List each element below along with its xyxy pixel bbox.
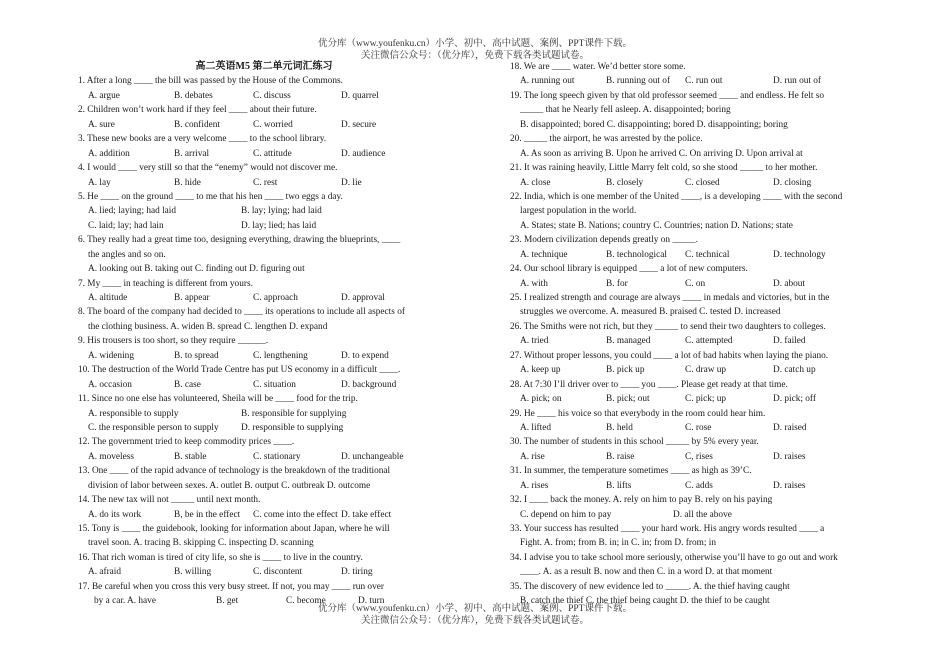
answer-option: C. on <box>685 278 706 289</box>
answer-option: B. to spread <box>174 350 219 361</box>
answer-option: C. discontent <box>253 567 303 578</box>
answer-option: A. close <box>520 177 551 188</box>
answer-options <box>78 291 450 305</box>
answer-option: B. pick; out <box>606 394 650 405</box>
answer-option: B. raise <box>606 451 635 462</box>
answer-option: B. managed <box>606 336 651 347</box>
question-text: 22. India, which is one member of the United ____, is a developing ____ with the second <box>510 191 843 202</box>
question-continuation: A. States; state B. Nations; country C. Countries; nation D. Nations; state <box>520 220 793 231</box>
question-text: 26. The Smiths were not rich, but they _____ to send their two daughters to colleges. <box>510 321 826 332</box>
answer-option: D. take effect <box>341 509 392 520</box>
answer-option: A. with <box>520 278 548 289</box>
answer-option: A. rises <box>520 480 549 491</box>
answer-option: A. afraid <box>88 567 122 578</box>
answer-option: C. come into the effect <box>253 509 338 520</box>
answer-option: by a car. A. have <box>94 596 156 607</box>
answer-option: D. catch up <box>773 365 816 376</box>
answer-options <box>510 74 872 88</box>
answer-option: A. lied; laying; had laid <box>88 206 177 217</box>
answer-options <box>78 219 450 233</box>
answer-option: A. tried <box>520 336 549 347</box>
answer-option: C. laid; lay; had lain <box>88 220 164 231</box>
page-footer <box>0 603 950 627</box>
question-continuation: Fight. A. from; from B. in; in C. in; from D. from; in <box>520 538 717 549</box>
question-continuation: division of labor between sexes. A. outlet B. output C. outbreak D. outcome <box>88 480 371 491</box>
answer-options <box>78 204 450 218</box>
question-text: 12. The government tried to keep commodity prices ____. <box>78 437 295 448</box>
answer-option: D. about <box>773 278 806 289</box>
answer-option: D. quarrel <box>341 90 379 101</box>
answer-option: D. to expend <box>341 350 389 361</box>
answer-option: C. worried <box>253 119 293 130</box>
answer-options <box>78 349 450 363</box>
answer-option: B. case <box>174 379 201 390</box>
question-continuation: B. catch the thief C. the thief being caught D. the thief to be caught <box>520 596 770 607</box>
answer-option: C. discuss <box>253 90 291 101</box>
question-text: 9. His trousers is too short, so they require ______. <box>78 336 269 347</box>
answer-option: B. pick up <box>606 365 645 376</box>
answer-option: D. raises <box>773 451 806 462</box>
question-text: 34. I advise you to take school more seriously, otherwise you’ll have to go out and work <box>510 552 838 563</box>
answer-option: A. rise <box>520 451 545 462</box>
header-line-2: 关注微信公众号：（优分库），免费下载各类试题试卷。 <box>360 51 589 61</box>
question-text: 32. I ____ back the money. A. rely on him to pay B. rely on his paying <box>510 495 773 506</box>
answer-option: B. closely <box>606 177 644 188</box>
answer-option: A. altitude <box>88 293 128 303</box>
question-text: 4. I would ____ very still so that the “enemy” would not discover me. <box>78 163 338 174</box>
answer-option: C. technical <box>685 249 730 260</box>
answer-option: C. draw up <box>685 365 727 376</box>
question-text: 3. These new books are a very welcome ____ to the school library. <box>78 134 327 145</box>
answer-option: A. pick; on <box>520 394 562 405</box>
question-text: 1. After a long ____ the bill was passed by the House of the Commons. <box>78 76 343 87</box>
footer-line-1: 优分库（www.youfenku.cn）小学、初中、高中试题、案例、PPT课件下载。 <box>318 604 632 614</box>
question-text: 31. In summer, the temperature sometimes ____ as high as 39’C. <box>510 466 752 477</box>
worksheet-title: 高二英语M5 第二单元词汇练习 <box>195 61 333 72</box>
answer-options <box>78 565 450 579</box>
answer-option: D. tiring <box>341 567 373 578</box>
answer-option: D. turn <box>358 596 385 607</box>
question-text: 11. Since no one else has volunteered, Sheila will be ____ food for the trip. <box>78 394 358 405</box>
question-continuation: largest population in the world. <box>520 206 637 217</box>
answer-option: C. situation <box>253 379 296 390</box>
answer-option: D. lay; lied; has laid <box>241 220 317 231</box>
answer-options <box>78 378 450 392</box>
answer-options <box>78 147 450 161</box>
question-continuation: A. As soon as arriving B. Upon he arrived C. On arriving D. Upon arrival at <box>520 148 803 159</box>
answer-option: C. pick; up <box>685 394 727 405</box>
question-continuation: struggles we overcome. A. measured B. praised C. tested D. increased <box>520 307 781 318</box>
answer-option: D. unchangeable <box>341 451 404 462</box>
answer-options <box>510 334 872 348</box>
question-text: 35. The discovery of new evidence led to _____. A. the thief having caught <box>510 581 790 592</box>
answer-option: D. failed <box>773 336 806 347</box>
question-text: 17. Be careful when you cross this very busy street. If not, you may ____ run over <box>78 581 384 592</box>
answer-option: D. closing <box>773 177 812 188</box>
answer-options <box>78 450 450 464</box>
answer-options <box>510 392 872 406</box>
footer-line-2: 关注微信公众号：（优分库），免费下载各类试题试卷。 <box>360 616 589 626</box>
question-text: 28. At 7:30 I’ll driver over to ____ you ____. Please get ready at that time. <box>510 379 788 390</box>
question-continuation: A. looking out B. taking out C. finding out D. figuring out <box>88 264 305 275</box>
question-text: 19. The long speech given by that old professor seemed ____ and endless. He felt so <box>510 90 825 101</box>
answer-option: B. willing <box>174 567 212 578</box>
answer-option: B. arrival <box>174 148 210 159</box>
question-text: 6. They really had a great time too, designing everything, drawing the blueprints, ____ <box>78 235 401 246</box>
answer-option: C. become <box>286 596 326 607</box>
answer-option: C. run out <box>685 76 723 87</box>
answer-option: A. occasion <box>88 379 132 390</box>
question-text: 30. The number of students in this school _____ by 5% every year. <box>510 437 759 448</box>
answer-option: D. run out of <box>773 76 822 87</box>
answer-option: C. attitude <box>253 148 292 159</box>
answer-option: A. responsible to supply <box>88 408 179 419</box>
question-text: 8. The board of the company had decided to ____ its operations to include all aspects of <box>78 307 405 318</box>
answer-options <box>78 508 450 522</box>
question-text: 24. Our school library is equipped ____ a lot of new computers. <box>510 264 748 275</box>
answer-option: B. lay; lying; had laid <box>241 206 322 217</box>
page-header <box>0 38 950 62</box>
answer-option: B. lifts <box>606 480 632 491</box>
answer-option: A. technique <box>520 249 568 260</box>
answer-option: A. keep up <box>520 365 561 376</box>
question-text: 14. The new tax will not _____ until next month. <box>78 495 261 506</box>
question-continuation: travel soon. A. tracing B. skipping C. inspecting D. scanning <box>88 538 314 549</box>
left-column <box>78 60 450 609</box>
header-line-1: 优分库（www.youfenku.cn）小学、初中、高中试题、案例、PPT课件下载。 <box>318 39 632 49</box>
question-text: 33. Your success has resulted ____ your hard work. His angry words resulted ____ a <box>510 524 825 534</box>
question-text: 29. He ____ his voice so that everybody in the room could hear him. <box>510 408 766 419</box>
answer-options <box>78 89 450 103</box>
answer-option: C. stationary <box>253 451 301 462</box>
answer-option: B. held <box>606 422 633 433</box>
answer-option: D. all the above <box>673 509 732 520</box>
answer-options <box>510 508 872 522</box>
answer-option: D. technology <box>773 249 826 260</box>
answer-option: D. raised <box>773 422 807 433</box>
answer-option: A. running out <box>520 76 575 87</box>
question-continuation: _____ that he Nearly fell asleep. A. disappointed; boring <box>520 105 731 116</box>
answer-option: A. argue <box>88 90 120 101</box>
answer-option: B. technological <box>606 249 667 260</box>
answer-option: A. lay <box>88 177 111 188</box>
question-text: 21. It was raining heavily, Little Marry felt cold, so she stood _____ to her mother. <box>510 163 818 174</box>
answer-option: D. approval <box>341 293 385 303</box>
answer-option: B. hide <box>174 177 201 188</box>
answer-options <box>510 176 872 190</box>
answer-option: D. pick; off <box>773 394 816 405</box>
answer-option: C. adds <box>685 480 713 491</box>
answer-options <box>78 421 450 435</box>
answer-option: A. lifted <box>520 422 551 433</box>
answer-option: D. lie <box>341 177 362 188</box>
answer-options <box>510 479 872 493</box>
answer-option: A. sure <box>88 119 115 130</box>
right-column <box>510 60 872 609</box>
question-text: 7. My ____ in teaching is different from yours. <box>78 278 253 289</box>
question-text: 25. I realized strength and courage are always ____ in medals and victories, but in the <box>510 293 830 303</box>
answer-option: A. widening <box>88 350 134 361</box>
question-continuation: B. disappointed; bored C. disappointing; bored D. disappointing; boring <box>520 119 788 130</box>
question-text: 23. Modern civilization depends greatly on _____. <box>510 235 698 246</box>
answer-option: A. do its work <box>88 509 142 520</box>
answer-option: C. rose <box>685 422 712 433</box>
question-text: 15. Tony is ____ the guidebook, looking for information about Japan, where he will <box>78 524 390 534</box>
answer-option: D. responsible to supplying <box>241 422 344 433</box>
answer-options <box>78 118 450 132</box>
answer-options <box>510 450 872 464</box>
answer-option: B. for <box>606 278 628 289</box>
answer-option: B. debates <box>174 90 213 101</box>
answer-options <box>78 407 450 421</box>
answer-option: C. depend on him to pay <box>520 509 612 520</box>
answer-options <box>510 363 872 377</box>
question-continuation: the angles and so on. <box>88 249 166 260</box>
answer-option: C. rest <box>253 177 278 188</box>
answer-option: C. the responsible person to supply <box>88 422 219 433</box>
answer-option: C. closed <box>685 177 720 188</box>
question-text: 13. One ____ of the rapid advance of technology is the breakdown of the traditional <box>78 466 391 477</box>
answer-option: B. appear <box>174 293 210 303</box>
answer-option: D. audience <box>341 148 386 159</box>
answer-option: C, rises <box>685 451 713 462</box>
answer-option: D. background <box>341 379 397 390</box>
answer-option: C. approach <box>253 293 298 303</box>
answer-option: D. raises <box>773 480 806 491</box>
answer-options <box>78 176 450 190</box>
answer-option: B. confident <box>174 119 220 130</box>
question-text: 2. Children won’t work hard if they feel ____ about their future. <box>78 105 317 116</box>
answer-options <box>510 248 872 262</box>
answer-option: B. running out of <box>606 76 671 87</box>
answer-option: B. get <box>216 596 239 607</box>
answer-option: A. addition <box>88 148 130 159</box>
question-text: 5. He ____ on the ground ____ to me that his hen ____ two eggs a day. <box>78 191 343 202</box>
answer-option: D. secure <box>341 119 377 130</box>
question-text: 10. The destruction of the World Trade Centre has put US economy in a difficult ____. <box>78 365 401 376</box>
answer-options <box>510 421 872 435</box>
question-text: 16. That rich woman is tired of city life, so she is ____ to live in the country. <box>78 552 363 563</box>
answer-options <box>510 277 872 291</box>
answer-option: C. lengthening <box>253 350 308 361</box>
answer-option: A. moveless <box>88 451 134 462</box>
question-continuation: ____. A. as a result B. now and then C. in a word D. at that moment <box>520 567 773 578</box>
answer-option: C. attempted <box>685 336 733 347</box>
question-text: 20. _____ the airport, he was arrested by the police. <box>510 134 703 145</box>
answer-option: B, be in the effect <box>174 509 241 520</box>
answer-option: B. stable <box>174 451 207 462</box>
question-continuation: the clothing business. A. widen B. spread C. lengthen D. expand <box>88 321 328 332</box>
question-text: 18. We are ____ water. We’d better store some. <box>510 62 686 72</box>
question-text: 27. Without proper lessons, you could ____ a lot of bad habits when laying the piano. <box>510 350 829 361</box>
answer-option: B. responsible for supplying <box>241 408 347 419</box>
